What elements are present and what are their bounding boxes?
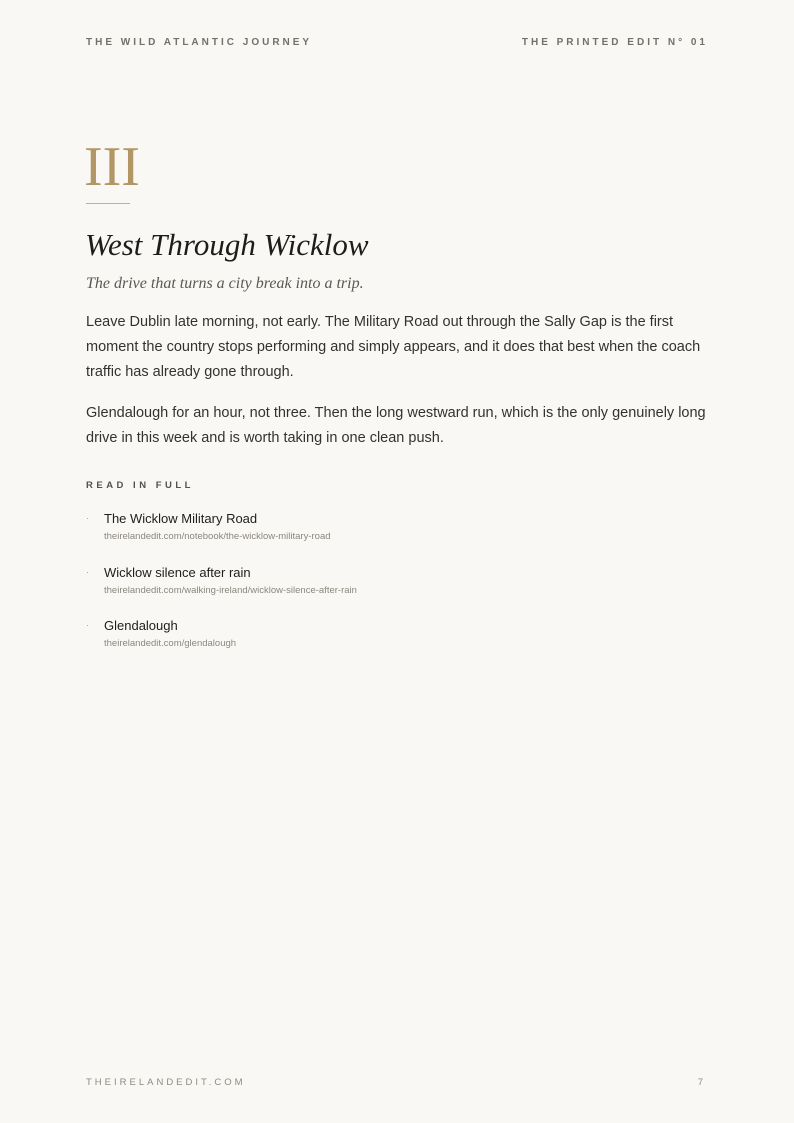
chapter-rule [86, 203, 130, 204]
chapter-subtitle: The drive that turns a city break into a trip. [86, 275, 364, 292]
read-in-full-label: READ IN FULL [86, 480, 194, 491]
header-edition: THE PRINTED EDIT N° 01 [521, 37, 708, 48]
footer-site: THEIRELANDEDIT.COM [86, 1077, 246, 1088]
link-title[interactable]: The Wicklow Military Road [104, 511, 258, 526]
link-url[interactable]: theirelandedit.com/glendalough [104, 638, 237, 649]
bullet-icon: · [86, 513, 89, 523]
page-number: 7 [697, 1077, 706, 1088]
link-item[interactable] [86, 617, 357, 671]
chapter-numeral: III [84, 136, 140, 198]
link-title[interactable]: Wicklow silence after rain [104, 564, 251, 580]
link-item[interactable] [86, 564, 357, 618]
link-url[interactable]: theirelandedit.com/notebook/the-wicklow-military-road [104, 531, 331, 542]
chapter-title: West Through Wicklow [85, 227, 369, 262]
bullet-icon: · [86, 620, 89, 630]
bullet-icon: · [86, 566, 89, 577]
link-title[interactable]: Glendalough [104, 618, 178, 633]
running-footer [86, 1077, 706, 1088]
link-url[interactable]: theirelandedit.com/walking-ireland/wicklow-silence-after-rain [104, 584, 357, 596]
read-in-full-list [86, 510, 357, 671]
header-journey-title: THE WILD ATLANTIC JOURNEY [86, 37, 313, 48]
running-header [86, 37, 708, 48]
body-paragraph: Glendalough for an hour, not three. Then the long westward run, which is the only genuinely long drive in this week and is worth taking in one clean push. [86, 405, 706, 446]
link-item[interactable] [86, 510, 357, 564]
body-paragraph: Leave Dublin late morning, not early. The Military Road out through the Sally Gap is the first moment the country stops performing and simply appears, and it does that best when the coach traffic has already gone through. [86, 314, 701, 380]
